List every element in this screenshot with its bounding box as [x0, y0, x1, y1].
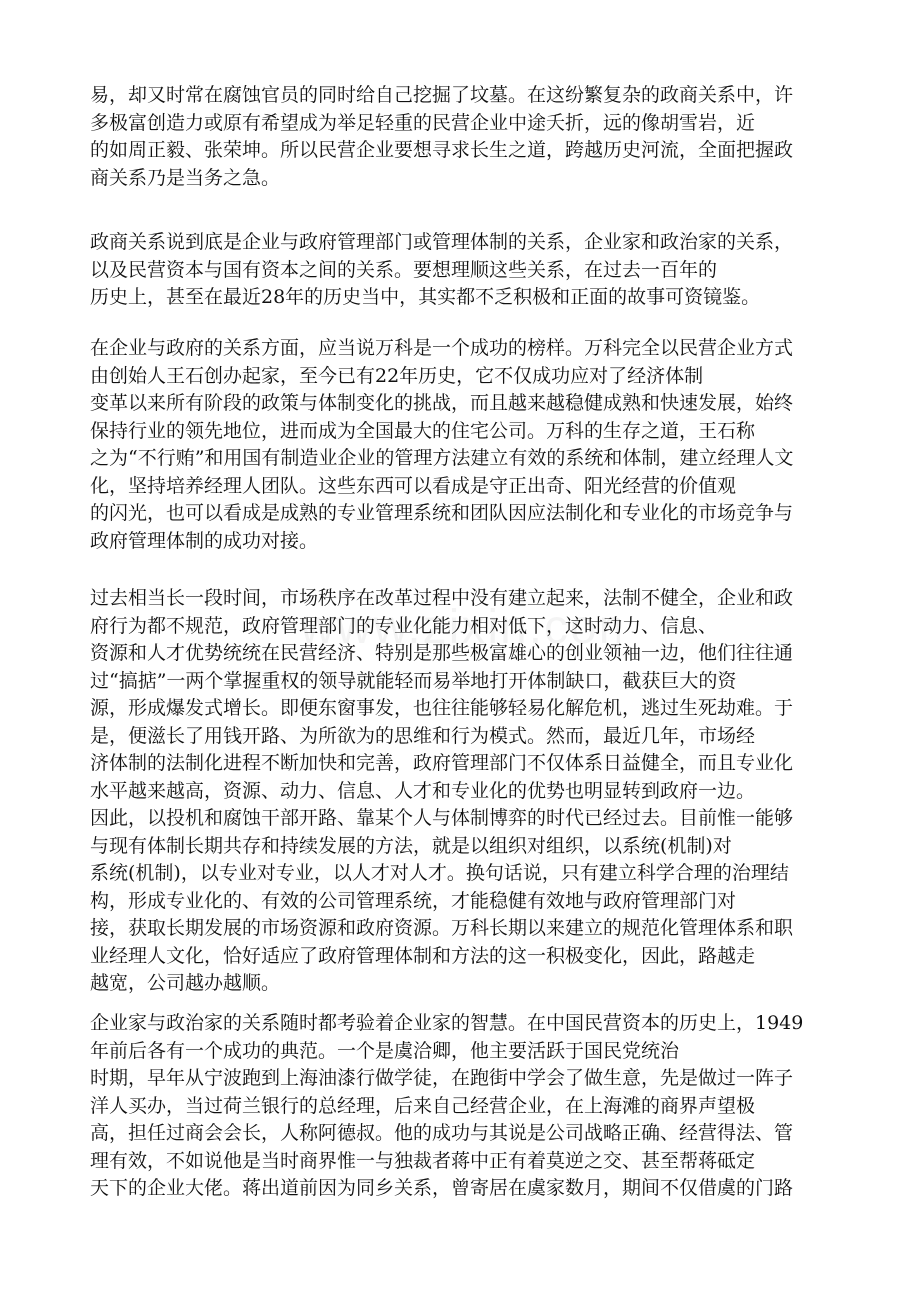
- text-line: 越宽，公司越办越顺。: [90, 972, 281, 994]
- text-line: 保持行业的领先地位，进而成为全国最大的住宅公司。万科的生存之道，王石称: [90, 419, 756, 442]
- text-line: 洋人买办，当过荷兰银行的总经理，后来自己经营企业，在上海滩的商界声望极: [90, 1094, 756, 1117]
- text-line: 天下的企业大佬。蒋出道前因为同乡关系，曾寄居在虞家数月，期间不仅借虞的门路: [90, 1177, 794, 1199]
- text-line: 多极富创造力或原有希望成为举足轻重的民营企业中途夭折，远的像胡雪岩，近: [90, 111, 756, 134]
- text-line: 政商关系说到底是企业与政府管理部门或管理体制的关系，企业家和政治家的关系，: [90, 231, 794, 253]
- text-line: 以及民营资本与国有资本之间的关系。要想理顺这些关系，在过去一百年的: [90, 258, 718, 281]
- text-line: 之为“不行贿”和用国有制造业企业的管理方法建立有效的系统和体制，建立经理人文: [90, 447, 794, 469]
- text-line: 府行为都不规范，政府管理部门的专业化能力相对低下，这时动力、信息、: [90, 614, 718, 637]
- text-line: 是，便滋长了用钱开路、为所欲为的思维和行为模式。然而，最近几年，市场经: [90, 724, 756, 747]
- text-line: 过去相当长一段时间，市场秩序在改革过程中没有建立起来，法制不健全，企业和政: [90, 587, 794, 609]
- paragraph-4: [90, 585, 835, 998]
- text-line: 由创始人王石创办起家，至今已有22年历史，它不仅成功应对了经济体制: [90, 364, 704, 387]
- text-line: 因此，以投机和腐蚀干部开路、靠某个人与体制博弈的时代已经过去。目前惟一能够: [90, 807, 794, 829]
- paragraph-1: [90, 82, 835, 192]
- paragraph-5: [90, 1010, 835, 1203]
- text-line: 年前后各有一个成功的典范。一个是虞洽卿，他主要活跃于国民党统治: [90, 1039, 680, 1062]
- text-line: 与现有体制长期共存和持续发展的方法，就是以组织对组织，以系统(机制)对: [90, 834, 732, 857]
- text-line: 时期，早年从宁波跑到上海油漆行做学徒，在跑街中学会了做生意，先是做过一阵子: [90, 1067, 794, 1089]
- text-line: 政府管理体制的成功对接。: [90, 529, 319, 552]
- text-line: 商关系乃是当务之急。: [90, 166, 281, 189]
- text-line: 济体制的法制化进程不断加快和完善，政府管理部门不仅体系日益健全，而且专业化: [90, 752, 794, 774]
- text-line: 源，形成爆发式增长。即便东窗事发，也往往能够轻易化解危机，逃过生死劫难。于: [90, 697, 794, 719]
- text-line: 业经理人文化，恰好适应了政府管理体制和方法的这一积极变化，因此，路越走: [90, 944, 756, 967]
- text-line: 的如周正毅、张荣坤。所以民营企业要想寻求长生之道，跨越历史河流，全面把握政: [90, 139, 794, 161]
- text-line: 高，担任过商会会长，人称阿德叔。他的成功与其说是公司战略正确、经营得法、管: [90, 1122, 794, 1144]
- paragraph-2: [90, 229, 835, 312]
- text-line: 在企业与政府的关系方面，应当说万科是一个成功的榜样。万科完全以民营企业方式: [90, 337, 794, 359]
- text-line: 的闪光，也可以看成是成熟的专业管理系统和团队因应法制化和专业化的市场竞争与: [90, 502, 794, 524]
- text-line: 过“搞掂”一两个掌握重权的领导就能轻而易举地打开体制缺口，截获巨大的资: [90, 669, 737, 692]
- text-line: 化，坚持培养经理人团队。这些东西可以看成是守正出奇、阳光经营的价值观: [90, 474, 737, 497]
- text-line: 变革以来所有阶段的政策与体制变化的挑战，而且越来越稳健成熟和快速发展，始终: [90, 392, 794, 414]
- paragraph-3: [90, 335, 835, 555]
- text-line: 企业家与政治家的关系随时都考验着企业家的智慧。在中国民营资本的历史上，1949: [90, 1012, 804, 1034]
- text-line: 水平越来越高，资源、动力、信息、人才和专业化的优势也明显转到政府一边。: [90, 779, 756, 802]
- text-line: 易，却又时常在腐蚀官员的同时给自己挖掘了坟墓。在这纷繁复杂的政商关系中，许: [90, 84, 794, 106]
- text-line: 资源和人才优势统统在民营经济、特别是那些极富雄心的创业领袖一边，他们往往通: [90, 642, 794, 664]
- text-line: 历史上，甚至在最近28年的历史当中，其实都不乏积极和正面的故事可资镜鉴。: [90, 286, 761, 308]
- text-line: 接，获取长期发展的市场资源和政府资源。万科长期以来建立的规范化管理体系和职: [90, 917, 794, 939]
- text-line: 理有效，不如说他是当时商界惟一与独裁者蒋中正有着莫逆之交、甚至帮蒋砥定: [90, 1149, 756, 1172]
- text-line: 构，形成专业化的、有效的公司管理系统，才能稳健有效地与政府管理部门对: [90, 889, 737, 912]
- text-line: 系统(机制)，以专业对专业，以人才对人才。换句话说，只有建立科学合理的治理结: [90, 862, 789, 884]
